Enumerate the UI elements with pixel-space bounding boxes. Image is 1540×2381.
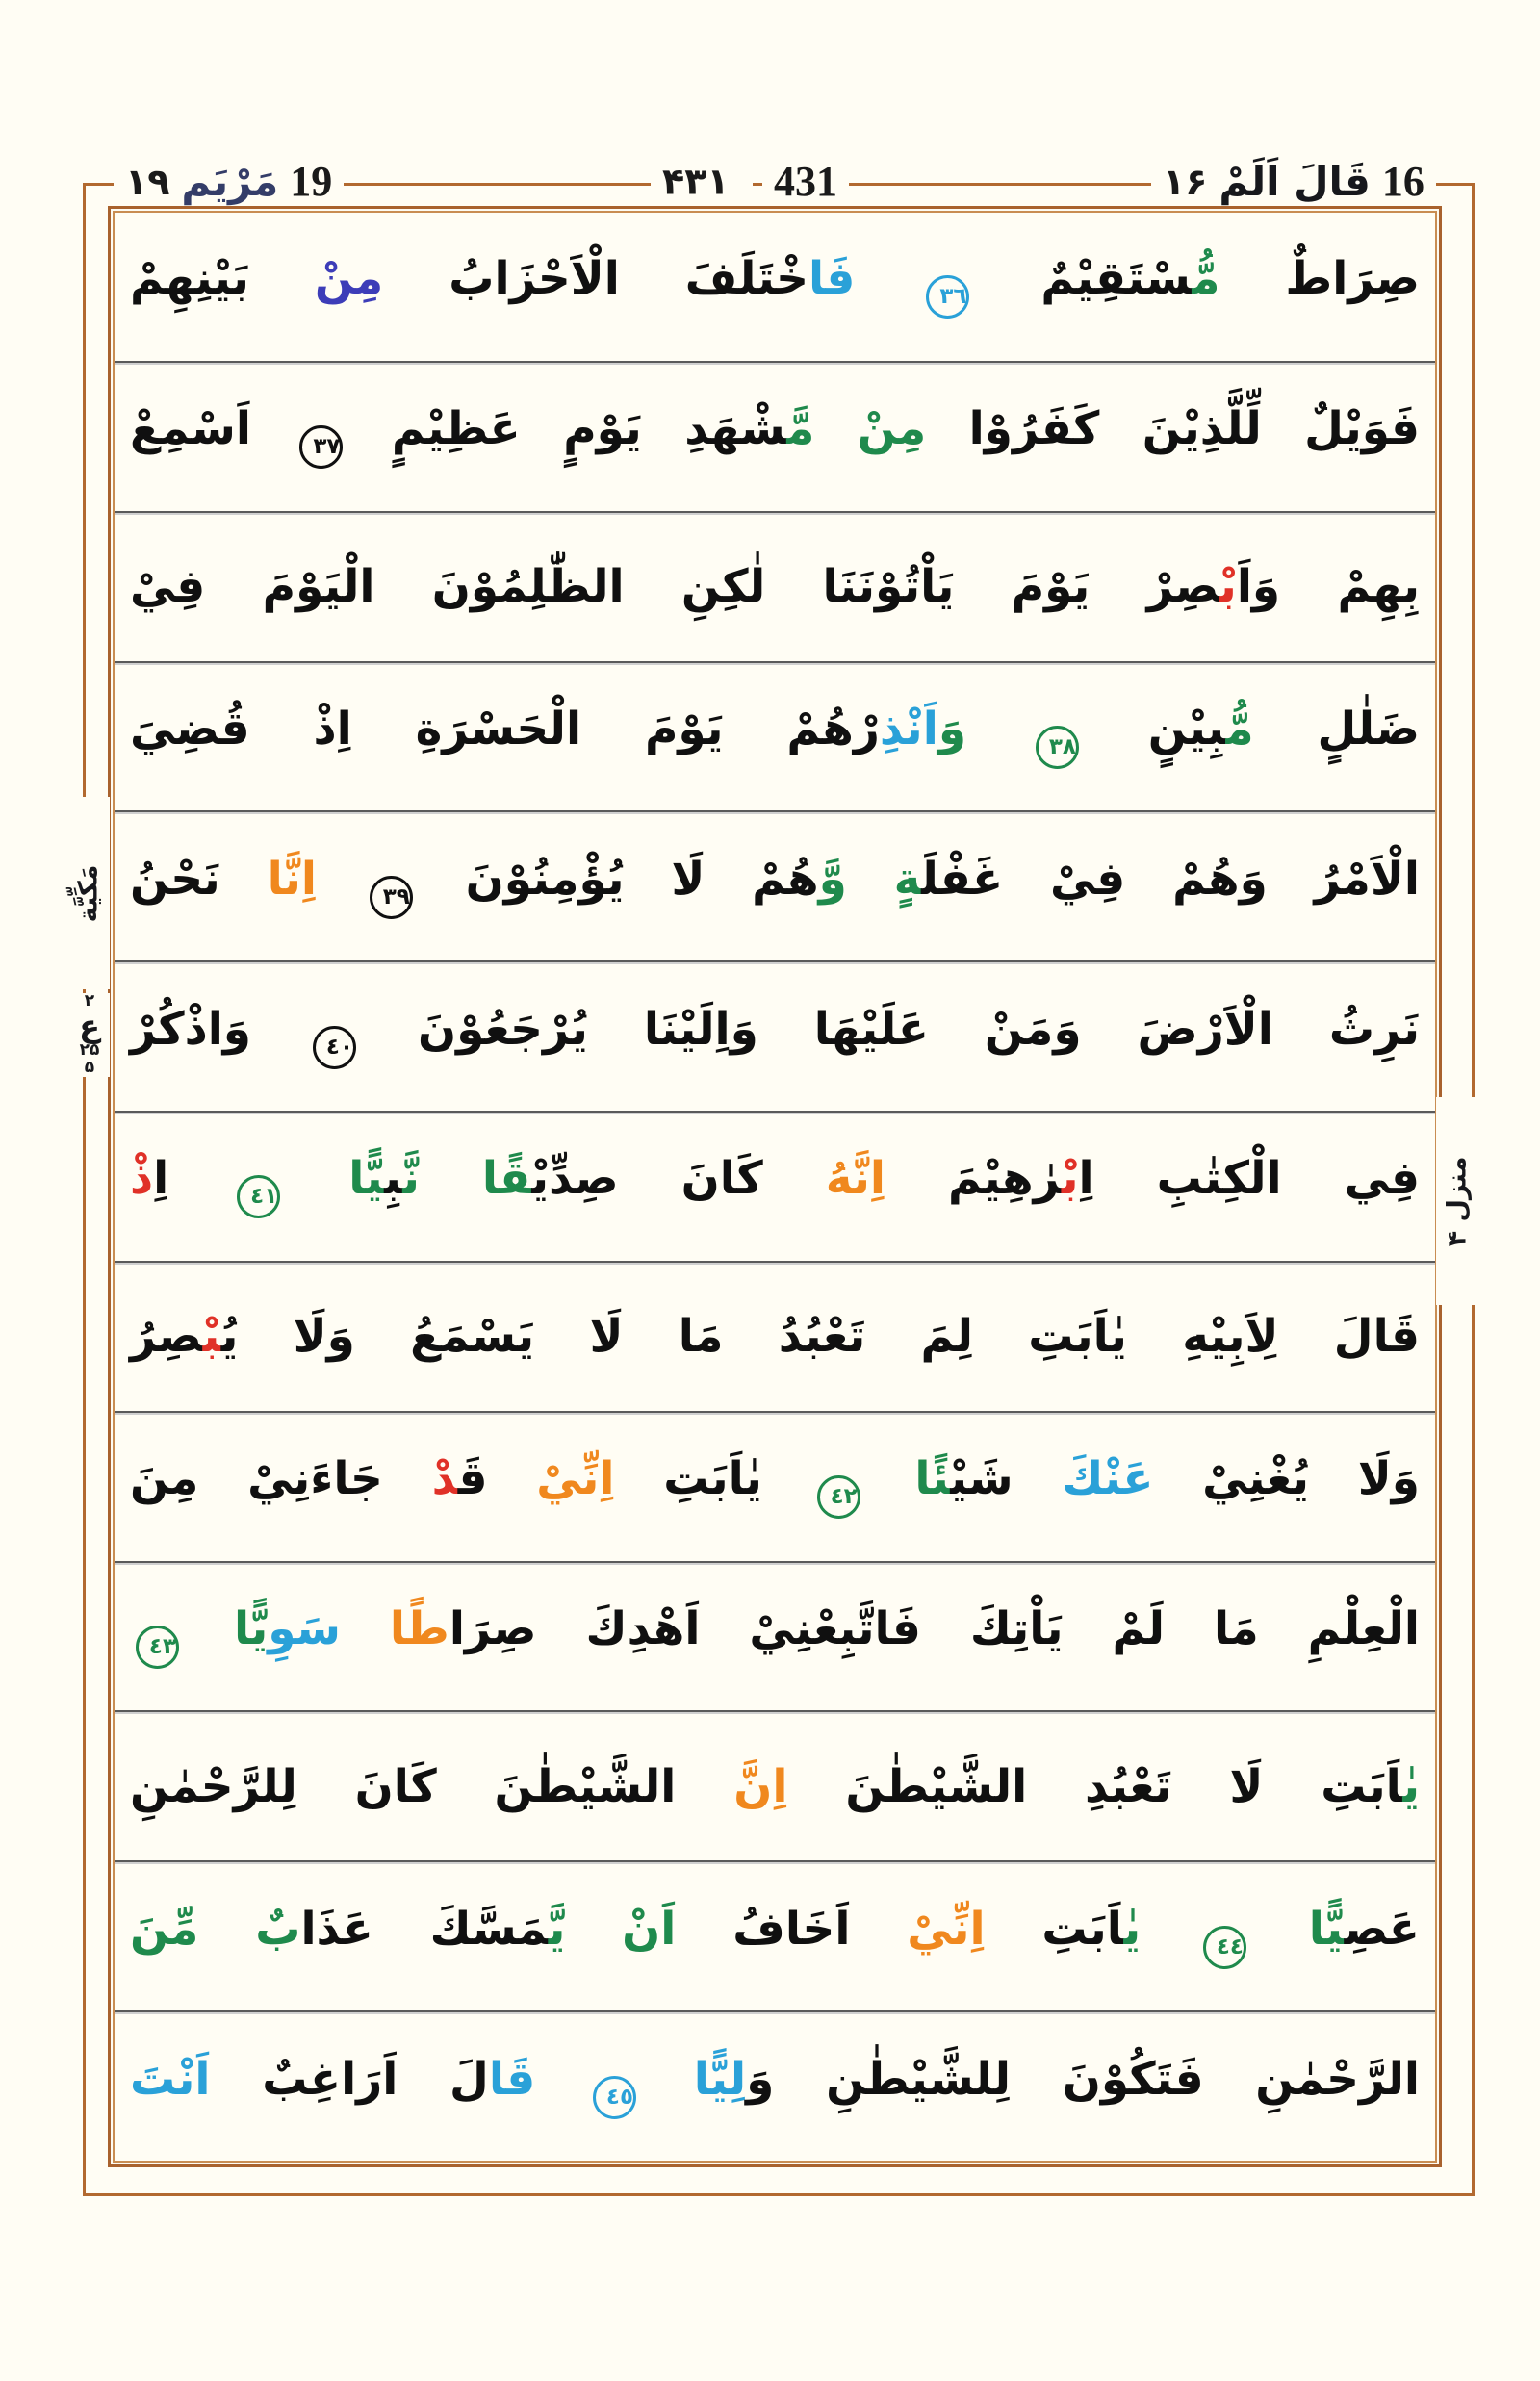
text-segment: شْهَدِ يَوْمٍ عَظِيْمٍ	[348, 402, 787, 456]
text-segment: قَالَ لِاَبِيْهِ يٰاَبَتِ لِمَ تَعْبُدُ مَا لَا يَسْمَعُ وَلَا يُ	[220, 1309, 1420, 1363]
quran-line-row-12	[115, 1860, 1435, 2010]
text-segment: الشَّيْطٰنَ كَانَ لِلرَّحْمٰنِ	[130, 1759, 734, 1813]
text-segment: عَنْكَ	[1062, 1452, 1154, 1506]
text-segment: اَخَافُ	[676, 1902, 908, 1956]
quran-line-text-3	[115, 559, 1435, 613]
surah-header	[114, 155, 344, 208]
ruku-ain-sign: ع	[79, 1007, 100, 1044]
quran-line-text-7	[115, 1154, 1435, 1218]
text-segment: كَانَ صِدِّيْ	[531, 1152, 826, 1206]
quran-line-text-2	[115, 404, 1435, 469]
text-segment: بٌ مِّنَ	[130, 1902, 301, 1956]
text-segment: بْ	[202, 1309, 221, 1363]
text-segment: يٰ	[1123, 1902, 1197, 1956]
quran-line-row-11	[115, 1710, 1435, 1860]
text-segment: بْ	[1219, 559, 1237, 613]
text-segment: سْتَقِيْمٌ	[975, 252, 1193, 306]
text-segment: بِهِمْ وَاَ	[1236, 559, 1420, 613]
text-segment: صِرَاطٌ	[1219, 252, 1420, 306]
surah-name: مَرْيَم	[181, 157, 279, 205]
text-segment: مُّ	[1192, 252, 1220, 306]
text-segment: اَبَتِ لَا تَعْبُدِ الشَّيْطٰنَ	[787, 1759, 1403, 1813]
quran-line-text-5	[115, 852, 1435, 919]
text-segment: اِنَّ	[733, 1759, 788, 1813]
quran-line-text-13	[115, 2052, 1435, 2119]
quran-line-text-9	[115, 1454, 1435, 1519]
surah-number-western: 19	[290, 157, 333, 205]
ayah-marker-٤١: ٤١	[237, 1175, 280, 1218]
text-segment: وَاذْكُرْ	[130, 1002, 307, 1056]
text-segment: طًا	[389, 1602, 449, 1656]
ayah-marker-٣٧: ٣٧	[299, 425, 343, 469]
text-segment: الْعِلْمِ مَا لَمْ يَاْتِكَ فَاتَّبِعْنِيْ اَهْدِكَ صِرَا	[449, 1602, 1420, 1656]
juz-header	[1151, 155, 1436, 208]
text-segment: قًا نَّ	[402, 1152, 532, 1206]
text-segment: خْتَلَفَ الْاَحْزَابُ	[383, 252, 809, 306]
quran-line-text-4	[115, 704, 1435, 769]
quran-line-row-1	[115, 213, 1435, 361]
quran-line-text-10	[115, 1604, 1435, 1669]
quran-line-text-12	[115, 1902, 1435, 1969]
quran-line-row-5	[115, 810, 1435, 960]
text-segment: اَنْتَ	[130, 2052, 211, 2106]
ayah-marker-٤٤: ٤٤	[1203, 1926, 1246, 1969]
ayah-marker-٤٣: ٤٣	[136, 1626, 179, 1669]
text-segment: فِي الْكِتٰبِ اِ	[1078, 1152, 1420, 1206]
quran-line-text-1	[115, 254, 1435, 319]
margin-note-manzil	[1436, 1097, 1478, 1305]
quran-line-row-10	[115, 1561, 1435, 1711]
quran-line-row-4	[115, 661, 1435, 811]
quran-line-text-8	[115, 1309, 1435, 1363]
text-segment: مِنْ	[248, 252, 384, 306]
text-segment: اِنِّيْ	[907, 1902, 986, 1956]
ayah-marker-٤٠: ٤٠	[313, 1026, 356, 1069]
text-segment: ذْ	[130, 1152, 154, 1206]
margin-note-manzil-text: منزل ۴	[1442, 1156, 1473, 1246]
text-segment: ضَلٰلٍ	[1253, 702, 1420, 755]
text-segment: صِرْ يَوْمَ يَاْتُوْنَنَا لٰكِنِ الظّٰلِمُوْنَ الْيَوْمَ فِيْ	[130, 559, 1220, 613]
text-segment: هُمْ لَا يُؤْمِنُوْنَ	[418, 852, 819, 906]
text-segment: صِرُ	[130, 1309, 203, 1363]
ruku-para-count: ۵	[84, 1058, 95, 1078]
text-segment: لِيًّا	[641, 2052, 747, 2106]
margin-note-makkiyyah-text: مَكِّيَّة	[73, 864, 104, 922]
ruku-marker	[69, 993, 110, 1077]
text-segment: بَيْنِهِمْ	[130, 252, 249, 306]
text-segment: وَ	[937, 702, 1030, 755]
text-segment: ةٍ وَّ	[818, 852, 922, 906]
ayah-marker-٣٩: ٣٩	[370, 876, 413, 919]
text-segment: الْاَمْرُ وَهُمْ فِيْ غَفْلَ	[921, 852, 1421, 906]
text-segment: عَصِ	[1344, 1902, 1420, 1956]
text-segment: قَا	[488, 2052, 587, 2106]
text-segment: نَحْنُ	[130, 852, 268, 906]
text-segment: لَ اَرَاغِبٌ	[210, 2052, 489, 2106]
text-segment: بِ	[384, 1152, 403, 1206]
ayah-marker-٤٢: ٤٢	[817, 1475, 860, 1519]
text-segment: شَيْ	[950, 1452, 1063, 1506]
page-number-urdu-value: ۴۳۱	[662, 160, 730, 203]
text-segment: دْ	[431, 1452, 458, 1506]
quran-line-text-11	[115, 1759, 1435, 1813]
text-segment: اَسْمِعْ	[130, 402, 295, 456]
text-segment: جَاءَنِيْ مِنَ	[130, 1452, 432, 1506]
ayah-marker-٣٨: ٣٨	[1036, 726, 1079, 769]
text-segment: يًّا	[185, 1602, 269, 1656]
text-segment: اِنَّهُ	[825, 1152, 886, 1206]
text-segment: فَا	[808, 252, 921, 306]
text-segment: نَرِثُ الْاَرْضَ وَمَنْ عَلَيْهَا وَاِلَيْنَا يُرْجَعُوْنَ	[362, 1002, 1420, 1056]
page-number-urdu	[651, 159, 753, 205]
text-segment: قَ	[457, 1452, 537, 1506]
text-segment: اَنْ يَّ	[548, 1902, 677, 1956]
juz-number-urdu: ۱۶	[1163, 160, 1208, 203]
ruku-surah-count: ٢	[84, 991, 95, 1011]
text-segment: يٰاَبَتِ	[614, 1452, 811, 1506]
text-segment: اَبَتِ	[985, 1902, 1124, 1956]
quran-line-text-6	[115, 1002, 1435, 1069]
page-number-western	[762, 155, 849, 208]
surah-number-urdu: ۱۹	[125, 160, 170, 203]
text-frame	[108, 206, 1442, 2167]
ayah-marker-٤٥: ٤٥	[593, 2076, 636, 2119]
text-segment: الرَّحْمٰنِ فَتَكُوْنَ لِلشَّيْطٰنِ وَ	[746, 2052, 1420, 2106]
quran-line-row-2	[115, 361, 1435, 511]
text-segment: مِنْ مَّ	[786, 402, 927, 456]
quran-line-row-7	[115, 1111, 1435, 1261]
quran-line-row-3	[115, 511, 1435, 661]
text-segment: سَوِ	[268, 1602, 390, 1656]
text-segment: رٰهِيْمَ	[885, 1152, 1062, 1206]
text-segment: مَسَّكَ عَذَا	[300, 1902, 549, 1956]
page-number-western-value: 431	[774, 157, 837, 205]
text-segment: يٰ	[1402, 1759, 1420, 1813]
quran-line-row-6	[115, 960, 1435, 1111]
text-segment: وَلَا يُغْنِيْ	[1153, 1452, 1420, 1506]
text-segment: اِنَّا	[267, 852, 364, 906]
text-segment: بْ	[1061, 1152, 1079, 1206]
text-segment: اِنِّيْ	[536, 1452, 615, 1506]
text-segment: رْهُمْ يَوْمَ الْحَسْرَةِ اِذْ قُضِيَ	[130, 702, 880, 755]
text-segment: يًّا	[1251, 1902, 1345, 1956]
text-segment: فَوَيْلٌ لِّلَّذِيْنَ كَفَرُوْا	[926, 402, 1421, 456]
text-segment: يًّا	[286, 1152, 385, 1206]
text-segment: بِيْنٍ	[1084, 702, 1226, 755]
quran-line-row-9	[115, 1411, 1435, 1561]
text-segment: ئًا	[865, 1452, 951, 1506]
ruku-ayah-count: ۲۵	[79, 1040, 100, 1061]
quran-line-row-13	[115, 2010, 1435, 2161]
juz-number-western: 16	[1381, 157, 1424, 205]
text-segment: اَنْذِ	[879, 702, 938, 755]
juz-name: قَالَ اَلَمْ	[1219, 157, 1371, 205]
text-segment: مُّ	[1225, 702, 1254, 755]
text-segment: اِ	[153, 1152, 232, 1206]
ayah-marker-٣٦: ٣٦	[926, 275, 969, 319]
margin-note-makkiyyah	[67, 797, 110, 989]
quran-line-row-8	[115, 1261, 1435, 1411]
